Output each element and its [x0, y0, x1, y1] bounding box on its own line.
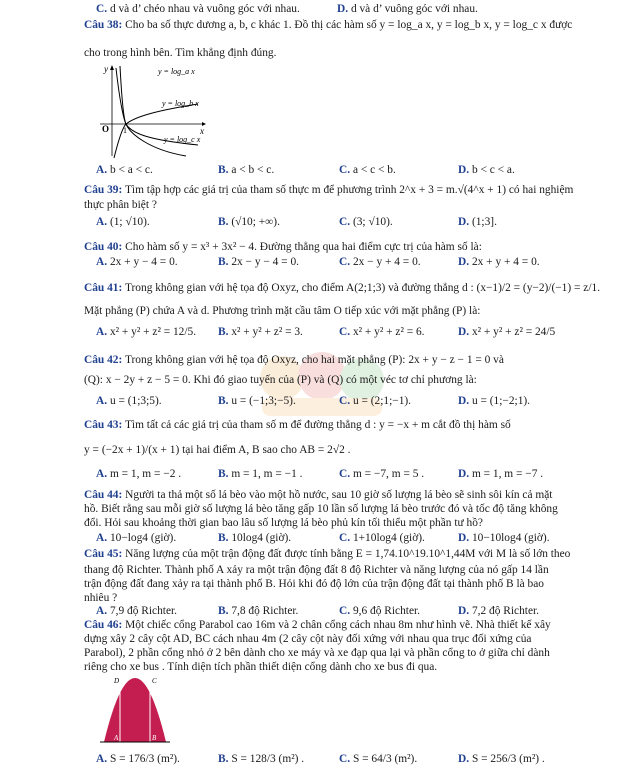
q46-option-a[interactable]: A. S = 176/3 (m²).: [96, 753, 180, 765]
q46-text-line2: dựng xây 2 cây cột AD, BC cách nhau 4m (2 cây cột này đối xứng với nhau qua trục đối xứng của: [84, 633, 532, 645]
q38-options: [96, 163, 616, 178]
q46-text-line3: Parabol), 2 phần cổng nhỏ ở 2 bên dành cho xe máy và xe đạp qua lại và phần cổng to ở giữa chỉ dành: [84, 647, 550, 659]
q38-option-b[interactable]: B. a < b < c.: [218, 164, 275, 176]
q46-option-b[interactable]: B. S = 128/3 (m²) .: [218, 753, 305, 765]
q46-label-c: C: [152, 677, 157, 685]
q38-curve-b-label: y = log_b x: [162, 99, 199, 108]
q38-origin-label: O: [102, 124, 110, 134]
q38-curve-c-label: y = log_c x: [164, 135, 201, 144]
q40-options: [96, 255, 616, 270]
q41-option-a[interactable]: A. x² + y² + z² = 12/5.: [96, 326, 197, 338]
q39-option-b[interactable]: B. (√10; +∞).: [218, 216, 280, 228]
q45-option-c[interactable]: C. 9,6 độ Richter.: [339, 605, 421, 617]
q45-text-line2: thang độ Richter. Thành phố A xảy ra một trận động đất 8 độ Richter và năng lượng của nó gấp 14 lần: [84, 564, 549, 576]
q38-text-line1: Câu 38: Cho ba số thực dương a, b, c khác 1. Đồ thị các hàm số y = log_a x, y = log_b x, y = log_c x được: [84, 19, 573, 31]
q38-one-label: 1: [123, 126, 127, 135]
q37-option-d[interactable]: D. d và d’ vuông góc với nhau.: [337, 3, 478, 15]
q43-option-d[interactable]: D. m = 1, m = −7 .: [458, 468, 544, 480]
q41-options: [96, 325, 616, 340]
q46-text-line1: Câu 46: Một chiếc cổng Parabol cao 16m và 2 chân cổng cách nhau 8m như hình vẽ. Nhà thiết kế xây: [84, 619, 551, 631]
q43-option-c[interactable]: C. m = −7, m = 5 .: [339, 468, 425, 480]
q46-label-a: A: [114, 734, 119, 742]
q42-option-b[interactable]: B. u = (−1;3;−5).: [218, 395, 296, 407]
q44-option-a[interactable]: A. 10−log4 (giờ).: [96, 532, 177, 544]
q40-option-a[interactable]: A. 2x + y − 4 = 0.: [96, 256, 178, 268]
q42-option-d[interactable]: D. u = (1;−2;1).: [458, 395, 531, 407]
q46-label-d: D: [114, 677, 120, 685]
q44-text-line2: hồ. Biết rằng sau mỗi giờ số lượng lá bèo tăng gấp 10 lần số lượng lá bèo trước đó và tốc độ tăng không: [84, 503, 558, 515]
q39-text-line2: thực phân biệt ?: [84, 199, 157, 211]
q43-option-b[interactable]: B. m = 1, m = −1 .: [218, 468, 303, 480]
q42-option-a[interactable]: A. u = (1;3;5).: [96, 395, 162, 407]
q39-options: [96, 215, 616, 230]
q38-text-line2: cho trong hình bên. Tìm khẳng định đúng.: [84, 47, 277, 59]
q41-option-c[interactable]: C. x² + y² + z² = 6.: [339, 326, 425, 338]
q44-option-c[interactable]: C. 1+10log4 (giờ).: [339, 532, 425, 544]
q44-option-b[interactable]: B. 10log4 (giờ).: [218, 532, 292, 544]
q46-options: [96, 752, 616, 767]
q40-option-c[interactable]: C. 2x − y + 4 = 0.: [339, 256, 421, 268]
q45-option-a[interactable]: A. 7,9 độ Richter.: [96, 605, 178, 617]
q41-text-line2: Mặt phẳng (P) chứa A và d. Phương trình mặt cầu tâm O tiếp xúc với mặt phẳng (P) là:: [84, 305, 481, 317]
q45-options: [96, 604, 616, 619]
q43-text-line1: Câu 43: Tìm tất cả các giá trị của tham số m để đường thẳng d : y = −x + m cắt đồ thị hàm số: [84, 419, 511, 431]
q41-option-d[interactable]: D. x² + y² + z² = 24/5: [458, 326, 556, 338]
q38-option-d[interactable]: D. b < c < a.: [458, 164, 515, 176]
q42-options: [96, 394, 616, 409]
q44-text-line1: Câu 44: Người ta thả một số lá bèo vào một hồ nước, sau 10 giờ số lượng lá bèo sẽ sinh sôi kín cả mặt: [84, 489, 553, 501]
q38-log-graph: [90, 64, 210, 159]
q41-option-b[interactable]: B. x² + y² + z² = 3.: [218, 326, 303, 338]
q38-option-a[interactable]: A. b < a < c.: [96, 164, 153, 176]
q42-option-c[interactable]: C. u = (2;1;−1).: [339, 395, 412, 407]
q45-option-b[interactable]: B. 7,8 độ Richter.: [218, 605, 299, 617]
q46-parabola-gate: [96, 674, 174, 746]
q41-text-line1: Câu 41: Trong không gian với hệ tọa độ Oxyz, cho điểm A(2;1;3) và đường thẳng d : (x−1)/2 = (y−2)/(−1) = z/1.: [84, 282, 601, 294]
q43-options: [96, 467, 616, 482]
q38-x-label: x: [200, 126, 204, 136]
q40-text: Câu 40: Cho hàm số y = x³ + 3x² − 4. Đường thẳng qua hai điểm cực trị của hàm số là:: [84, 241, 482, 253]
q46-label-b: B: [152, 734, 157, 742]
q39-text-line1: Câu 39: Tìm tập hợp các giá trị của tham số thực m để phương trình 2^x + 3 = m.√(4^x + 1) có hai nghiệm: [84, 184, 574, 196]
q39-option-c[interactable]: C. (3; √10).: [339, 216, 393, 228]
q46-text-line4: riêng cho xe bus . Tính diện tích phần thiết diện cổng dành cho xe bus đi qua.: [84, 661, 438, 673]
q39-option-a[interactable]: A. (1; √10).: [96, 216, 150, 228]
q45-text-line4: nhiêu ?: [84, 592, 118, 604]
q43-option-a[interactable]: A. m = 1, m = −2 .: [96, 468, 182, 480]
q46-option-d[interactable]: D. S = 256/3 (m²) .: [458, 753, 545, 765]
q38-y-label: y: [104, 64, 108, 74]
q38-curve-a-label: y = log_a x: [158, 67, 195, 76]
q37-option-c[interactable]: C. d và d’ chéo nhau và vuông góc với nhau.: [96, 3, 300, 15]
q45-text-line1: Câu 45: Năng lượng của một trận động đất được tính bằng E = 1,74.10^19.10^1,44M với M là số lớn theo: [84, 548, 571, 560]
q38-option-c[interactable]: C. a < c < b.: [339, 164, 396, 176]
q43-text-line2: y = (−2x + 1)/(x + 1) tại hai điểm A, B sao cho AB = 2√2 .: [84, 444, 351, 456]
q37-options: [96, 2, 616, 17]
q44-option-d[interactable]: D. 10−10log4 (giờ).: [458, 532, 550, 544]
q40-option-b[interactable]: B. 2x − y − 4 = 0.: [218, 256, 299, 268]
q42-text-line1: Câu 42: Trong không gian với hệ tọa độ Oxyz, cho hai mặt phẳng (P): 2x + y − z − 1 = 0 và: [84, 354, 504, 366]
q44-options: [96, 531, 616, 546]
q44-text-line3: đổi. Hỏi sau khoảng thời gian bao lâu số lượng lá bèo phủ kín tối thiểu một phần tư hồ?: [84, 517, 483, 529]
q39-option-d[interactable]: D. (1;3].: [458, 216, 497, 228]
q45-text-line3: trận động đất đang xảy ra tại thành phố B. Hỏi khi đó độ lớn của trận động đất tại thành phố B là bao: [84, 578, 544, 590]
q42-text-line2: (Q): x − 2y + z − 5 = 0. Khi đó giao tuyến của (P) và (Q) có một véc tơ chỉ phương là:: [84, 374, 477, 386]
q40-option-d[interactable]: D. 2x + y + 4 = 0.: [458, 256, 540, 268]
q46-option-c[interactable]: C. S = 64/3 (m²).: [339, 753, 418, 765]
q45-option-d[interactable]: D. 7,2 độ Richter.: [458, 605, 540, 617]
